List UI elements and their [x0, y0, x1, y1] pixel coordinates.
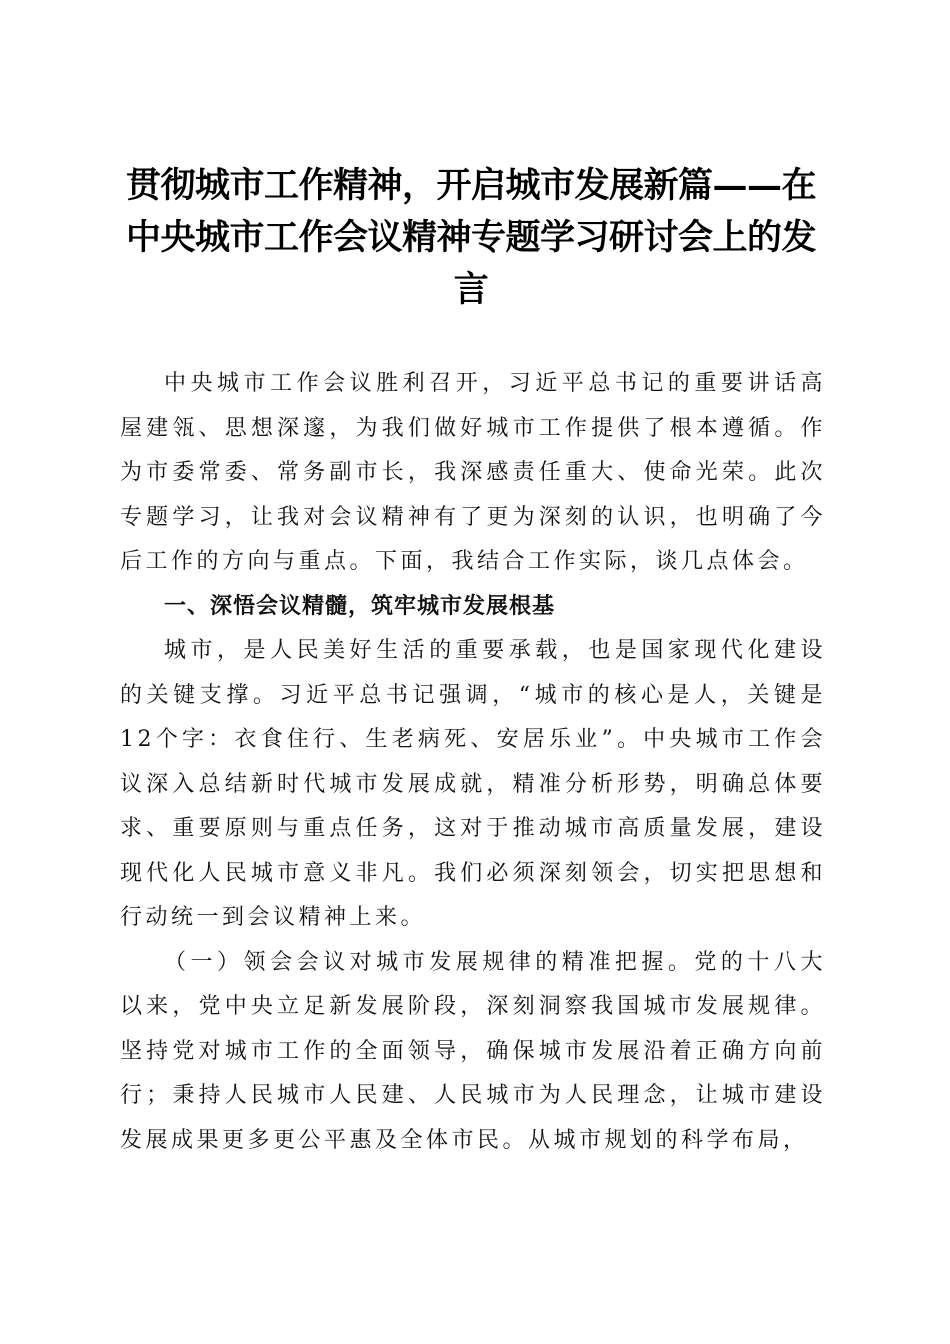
document-body	[120, 362, 826, 1163]
document-title: 贯彻城市工作精神，开启城市发展新篇——在中央城市工作会议精神专题学习研讨会上的发言	[125, 165, 816, 310]
section-paragraph: 城市，是人民美好生活的重要承载，也是国家现代化建设的关键支撑。习近平总书记强调，“城市的核心是人，关键是12个字：衣食住行、生老病死、安居乐业”。中央城市工作会议深入总结新时代城市发展成就，精准分析形势，明确总体要求、重要原则与重点任务，这对于推动城市高质量发展，建设现代化人民城市意义非凡。我们必须深刻领会，切实把思想和行动统一到会议精神上来。	[120, 638, 826, 930]
subsection-text: 党的十八大以来，党中央立足新发展阶段，深刻洞察我国城市发展规律。坚持党对城市工作的全面领导，确保城市发展沿着正确方向前行；秉持人民城市人民建、人民城市为人民理念，让城市建设发展成果更多更公平惠及全体市民。从城市规划的科学布局，	[120, 949, 826, 1153]
intro-paragraph: 中央城市工作会议胜利召开，习近平总书记的重要讲话高屋建瓴、思想深邃，为我们做好城市工作提供了根本遵循。作为市委常委、常务副市长，我深感责任重大、使命光荣。此次专题学习，让我对会议精神有了更为深刻的认识，也明确了今后工作的方向与重点。下面，我结合工作实际，谈几点体会。	[120, 371, 826, 574]
subsection-paragraph	[120, 941, 826, 1164]
section-heading: 一、深悟会议精髓，筑牢城市发展根基	[164, 593, 556, 619]
subsection-lead: （一）领会会议对城市发展规律的精准把握。	[164, 949, 695, 975]
